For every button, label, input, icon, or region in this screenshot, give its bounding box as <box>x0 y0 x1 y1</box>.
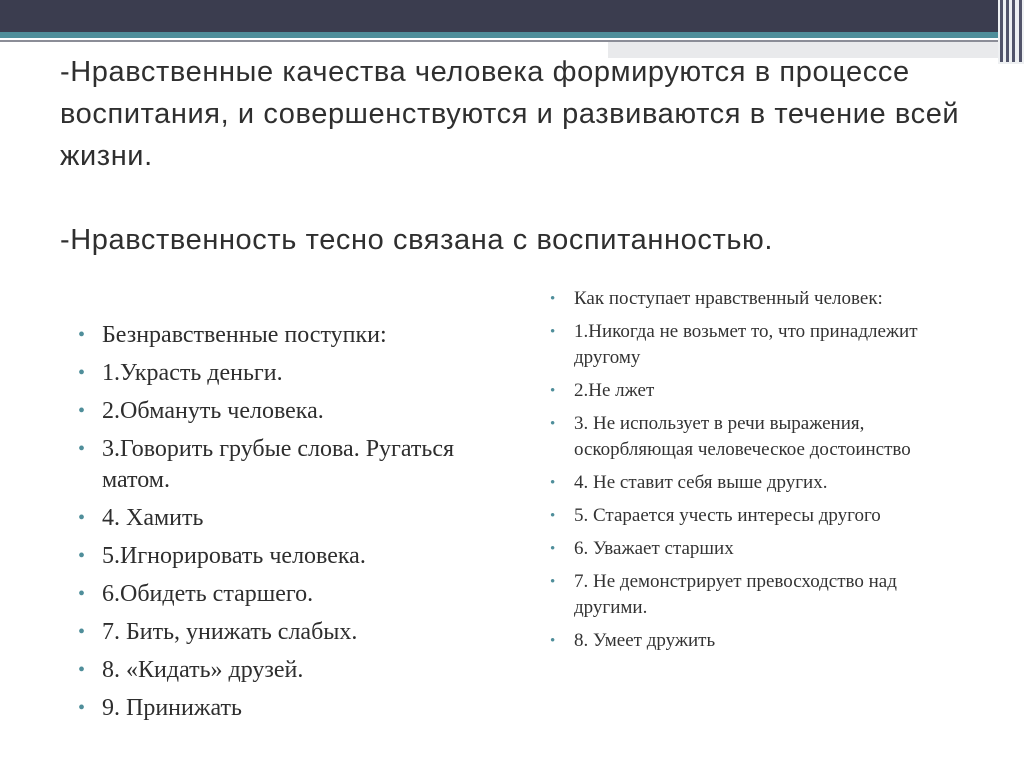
corner-stripe <box>1012 0 1015 62</box>
list-item: • 7. Бить, унижать слабых. <box>78 617 498 648</box>
list-item: • 5. Старается учесть интересы другого <box>550 503 970 529</box>
corner-stripe <box>1019 0 1022 62</box>
list-item: • Безнравственные поступки: <box>78 320 498 351</box>
list-item: • 1.Украсть деньги. <box>78 358 498 389</box>
slide-heading <box>60 51 960 261</box>
moral-behavior-list <box>550 286 970 661</box>
list-item: • 5.Игнорировать человека. <box>78 541 498 572</box>
list-item: • 1.Никогда не возьмет то, что принадлежит другому <box>550 319 970 371</box>
list-item: • 6. Уважает старших <box>550 536 970 562</box>
list-item: • 9. Принижать <box>78 693 498 724</box>
list-item: • 3. Не использует в речи выражения, оскорбляющая человеческое достоинство <box>550 411 970 463</box>
list-item: • 8. Умеет дружить <box>550 628 970 654</box>
list-item: • 4. Не ставит себя выше других. <box>550 470 970 496</box>
immoral-acts-list <box>78 320 498 731</box>
heading-line: -Нравственность тесно связана с воспитанностью. <box>60 224 774 256</box>
corner-stripe <box>1006 0 1009 62</box>
corner-stripe <box>1000 0 1003 62</box>
top-decorative-bar <box>0 0 1024 32</box>
list-item: • 4. Хамить <box>78 503 498 534</box>
accent-line <box>0 32 1024 38</box>
list-item: • 6.Обидеть старшего. <box>78 579 498 610</box>
list-item: • 3.Говорить грубые слова. Ругаться матом. <box>78 434 498 496</box>
list-item: • 8. «Кидать» друзей. <box>78 655 498 686</box>
list-item: • 2.Не лжет <box>550 378 970 404</box>
list-item: • Как поступает нравственный человек: <box>550 286 970 312</box>
heading-line: -Нравственные качества человека формируются в процессе воспитания, и совершенствуются и развиваются в течение всей жизни. <box>60 56 960 172</box>
list-item: • 2.Обмануть человека. <box>78 396 498 427</box>
list-item: • 7. Не демонстрирует превосходство над другими. <box>550 569 970 621</box>
